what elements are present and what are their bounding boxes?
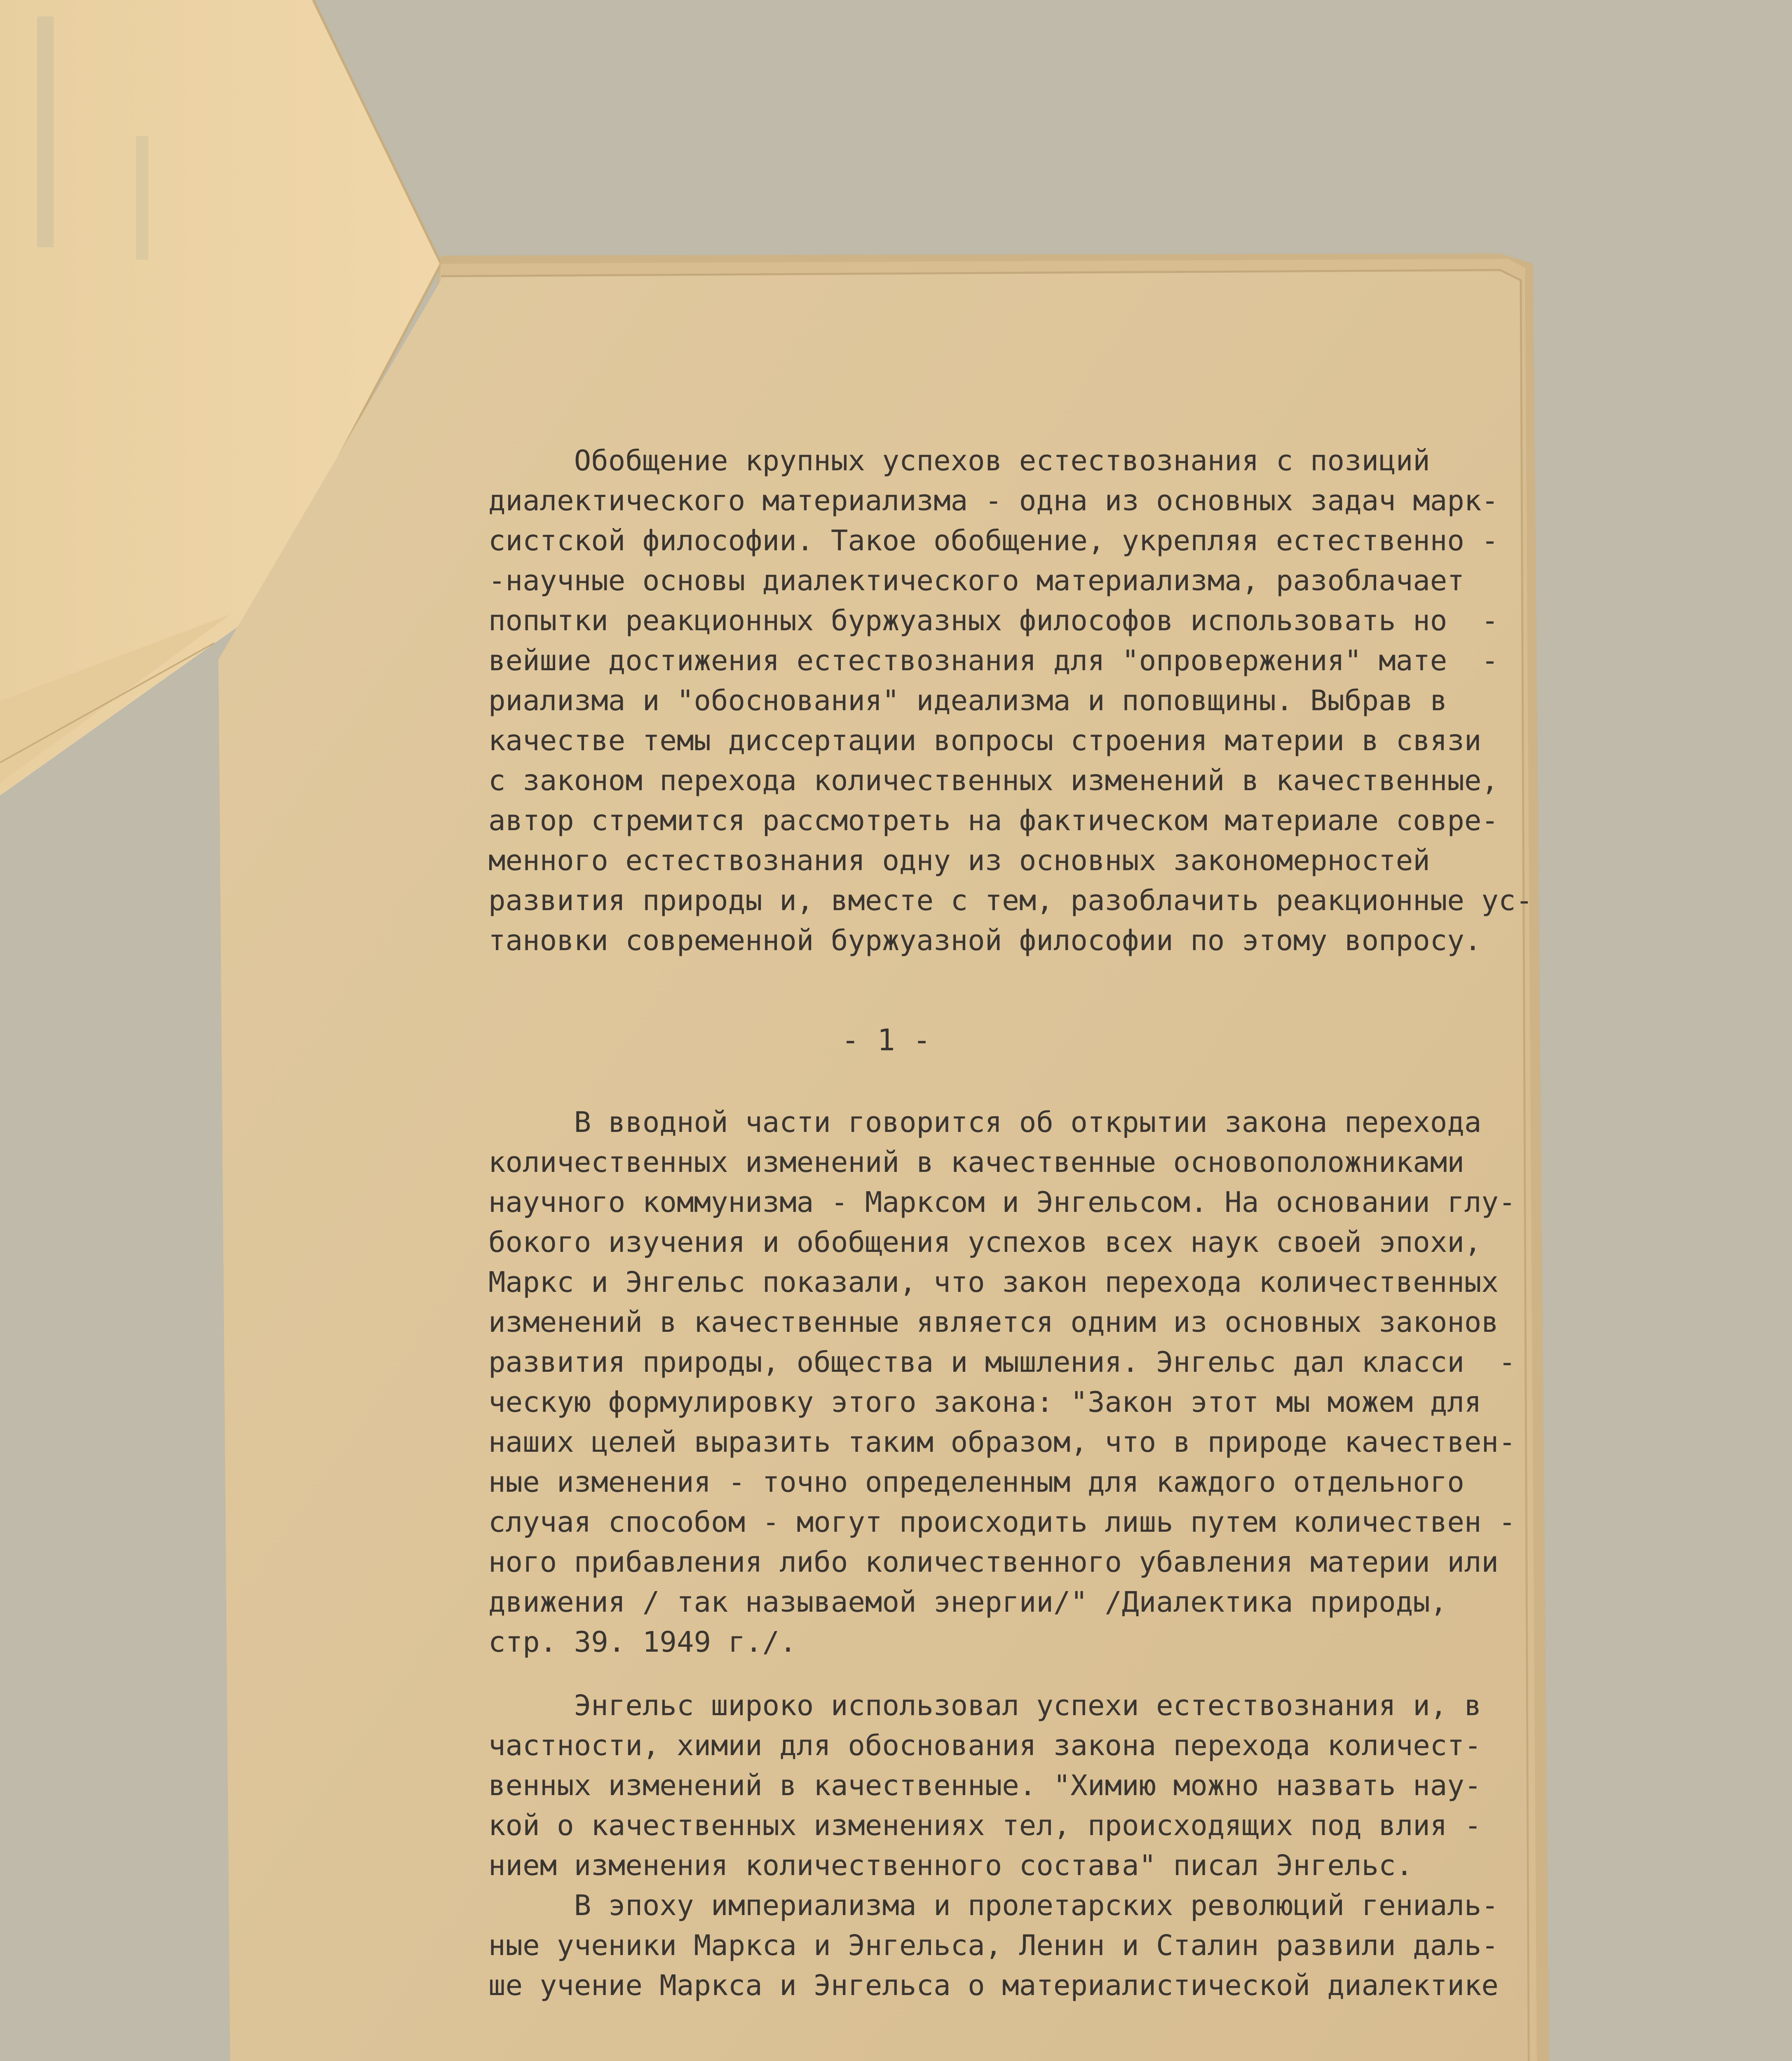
document-text-block: [229, 254, 1543, 2061]
text-line: с законом перехода количественных изменений в качественные,: [488, 764, 1499, 797]
text-line: научного коммунизма - Марксом и Энгельсом. На основании глу-: [488, 1186, 1516, 1219]
text-line: риализма и "обоснования" идеализма и поповщины. Выбрав в: [488, 684, 1447, 717]
text-line: В вводной части говорится об открытии закона перехода: [488, 1106, 1482, 1139]
text-line: тановки современной буржуазной философии по этому вопросу.: [488, 924, 1482, 957]
text-line: ного прибавления либо количественного убавления материи или: [488, 1546, 1499, 1579]
text-line: Энгельс широко использовал успехи естествознания и, в: [488, 1689, 1482, 1722]
text-line: изменений в качественные является одним из основных законов: [488, 1306, 1499, 1339]
text-line: бокого изучения и обобщения успехов всех наук своей эпохи,: [488, 1226, 1482, 1259]
text-line: менного естествознания одну из основных закономерностей: [488, 844, 1430, 877]
text-line: венных изменений в качественные. "Химию можно назвать нау-: [488, 1769, 1482, 1802]
text-line: Маркс и Энгельс показали, что закон перехода количественных: [488, 1266, 1499, 1299]
text-line: ные изменения - точно определенным для каждого отдельного: [488, 1466, 1464, 1499]
text-line: частности, химии для обоснования закона перехода количест-: [488, 1729, 1482, 1762]
text-line: кой о качественных изменениях тел, происходящих под влия -: [488, 1809, 1482, 1842]
text-line: попытки реакционных буржуазных философов использовать но -: [488, 604, 1499, 637]
text-line: развития природы и, вместе с тем, разоблачить реакционные ус-: [488, 884, 1533, 917]
text-line: систской философии. Такое обобщение, укрепляя естественно -: [488, 524, 1499, 557]
text-line: движения / так называемой энергии/" /Диалектика природы,: [488, 1586, 1447, 1619]
text-line: В эпоху империализма и пролетарских революций гениаль-: [488, 1889, 1499, 1922]
text-line: стр. 39. 1949 г./.: [488, 1626, 797, 1659]
text-line: автор стремится рассмотреть на фактическом материале совре-: [488, 804, 1499, 837]
text-line: случая способом - могут происходить лишь путем количествен -: [488, 1506, 1516, 1539]
text-line: вейшие достижения естествознания для "опровержения" мате -: [488, 644, 1499, 677]
text-line: наших целей выразить таким образом, что в природе качествен-: [488, 1426, 1516, 1459]
text-line: ше учение Маркса и Энгельса о материалистической диалектике: [488, 1969, 1499, 2002]
text-line: развития природы, общества и мышления. Энгельс дал класси -: [488, 1346, 1516, 1379]
text-line: количественных изменений в качественные основоположниками: [488, 1146, 1464, 1179]
text-line: ческую формулировку этого закона: "Закон этот мы можем для: [488, 1386, 1482, 1419]
text-line: ные ученики Маркса и Энгельса, Ленин и Сталин развили даль-: [488, 1929, 1499, 1962]
section-marker: - 1 -: [841, 1023, 931, 1057]
text-line: -научные основы диалектического материализма, разоблачает: [488, 564, 1464, 597]
text-line: Обобщение крупных успехов естествознания с позиций: [488, 444, 1430, 477]
text-line: качестве темы диссертации вопросы строения материи в связи: [488, 724, 1482, 757]
text-line: нием изменения количественного состава" писал Энгельс.: [488, 1849, 1413, 1882]
text-line: диалектического материализма - одна из основных задач марк-: [488, 484, 1499, 517]
